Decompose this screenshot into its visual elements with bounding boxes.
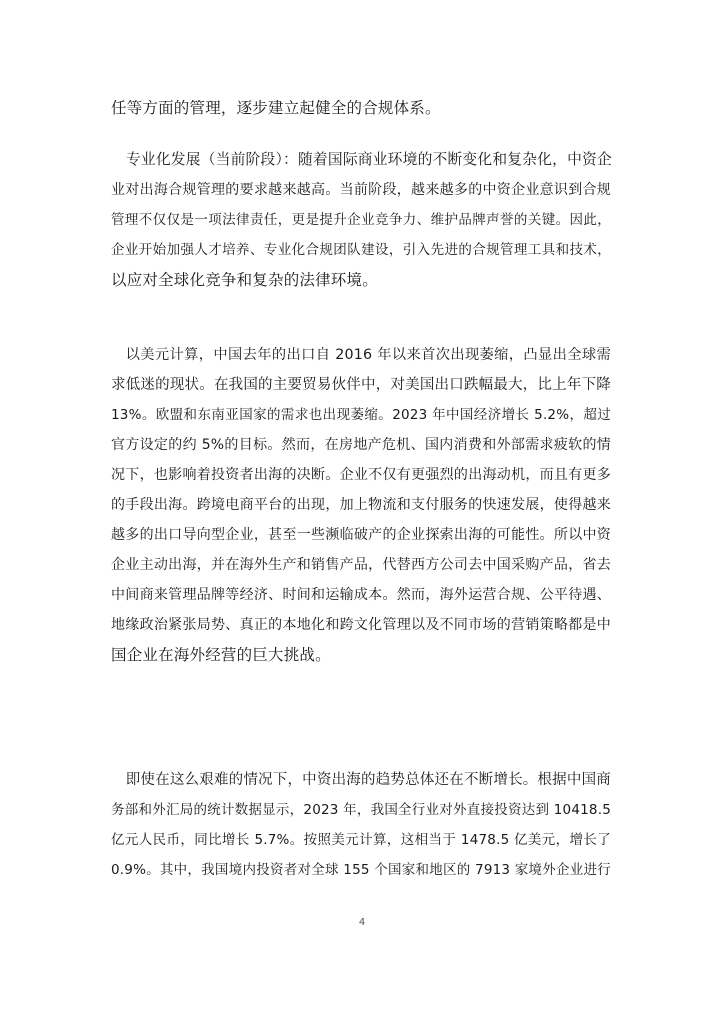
text-line: 况下，也影响着投资者出海的决断。企业不仅有更强烈的出海动机，而且有更多	[111, 467, 611, 483]
page-number: 4	[358, 917, 366, 928]
text-line: 国企业在海外经营的巨大挑战。	[111, 646, 331, 664]
text-line: 以应对全球化竞争和复杂的法律环境。	[111, 271, 378, 289]
text-line: 管理不仅仅是一项法律责任，更是提升企业竞争力、维护品牌声誉的关键。因此，	[111, 212, 611, 228]
text-line: 业对出海合规管理的要求越来越高。当前阶段，越来越多的中资企业意识到合规	[111, 182, 611, 198]
text-line: 求低迷的现状。在我国的主要贸易伙伴中，对美国出口跌幅最大，比上年下降	[111, 377, 611, 393]
text-line: 务部和外汇局的统计数据显示，2023 年，我国全行业对外直接投资达到 10418.5	[111, 802, 611, 818]
text-line: 官方设定的约 5%的目标。然而，在房地产危机、国内消费和外部需求疲软的情	[111, 437, 611, 453]
text-line: 即使在这么艰难的情况下，中资出海的趋势总体还在不断增长。根据中国商	[111, 772, 611, 788]
text-line: 地缘政治紧张局势、真正的本地化和跨文化管理以及不同市场的营销策略都是中	[111, 617, 611, 633]
text-line: 企业开始加强人才培养、专业化合规团队建设，引入先进的合规管理工具和技术，	[111, 242, 611, 258]
text-line: 亿元人民币，同比增长 5.7%。按照美元计算，这相当于 1478.5 亿美元，增长了	[111, 832, 611, 848]
text-line: 的手段出海。跨境电商平台的出现，加上物流和支付服务的快速发展，使得越来	[111, 497, 611, 513]
text-line: 企业主动出海，并在海外生产和销售产品，代替西方公司去中国采购产品，省去	[111, 557, 611, 573]
text-line: 中间商来管理品牌等经济、时间和运输成本。然而，海外运营合规、公平待遇、	[111, 587, 611, 603]
text-line: 任等方面的管理，逐步建立起健全的合规体系。	[111, 99, 441, 117]
text-line: 以美元计算，中国去年的出口自 2016 年以来首次出现萎缩，凸显出全球需	[111, 347, 611, 363]
text-line: 专业化发展（当前阶段）：随着国际商业环境的不断变化和复杂化，中资企	[111, 151, 612, 168]
text-line: 越多的出口导向型企业，甚至一些濒临破产的企业探索出海的可能性。所以中资	[111, 527, 611, 543]
text-line: 13%。欧盟和东南亚国家的需求也出现萎缩。2023 年中国经济增长 5.2%，超过	[111, 407, 611, 423]
text-line: 0.9%。其中，我国境内投资者对全球 155 个国家和地区的 7913 家境外企业进行	[111, 862, 611, 878]
